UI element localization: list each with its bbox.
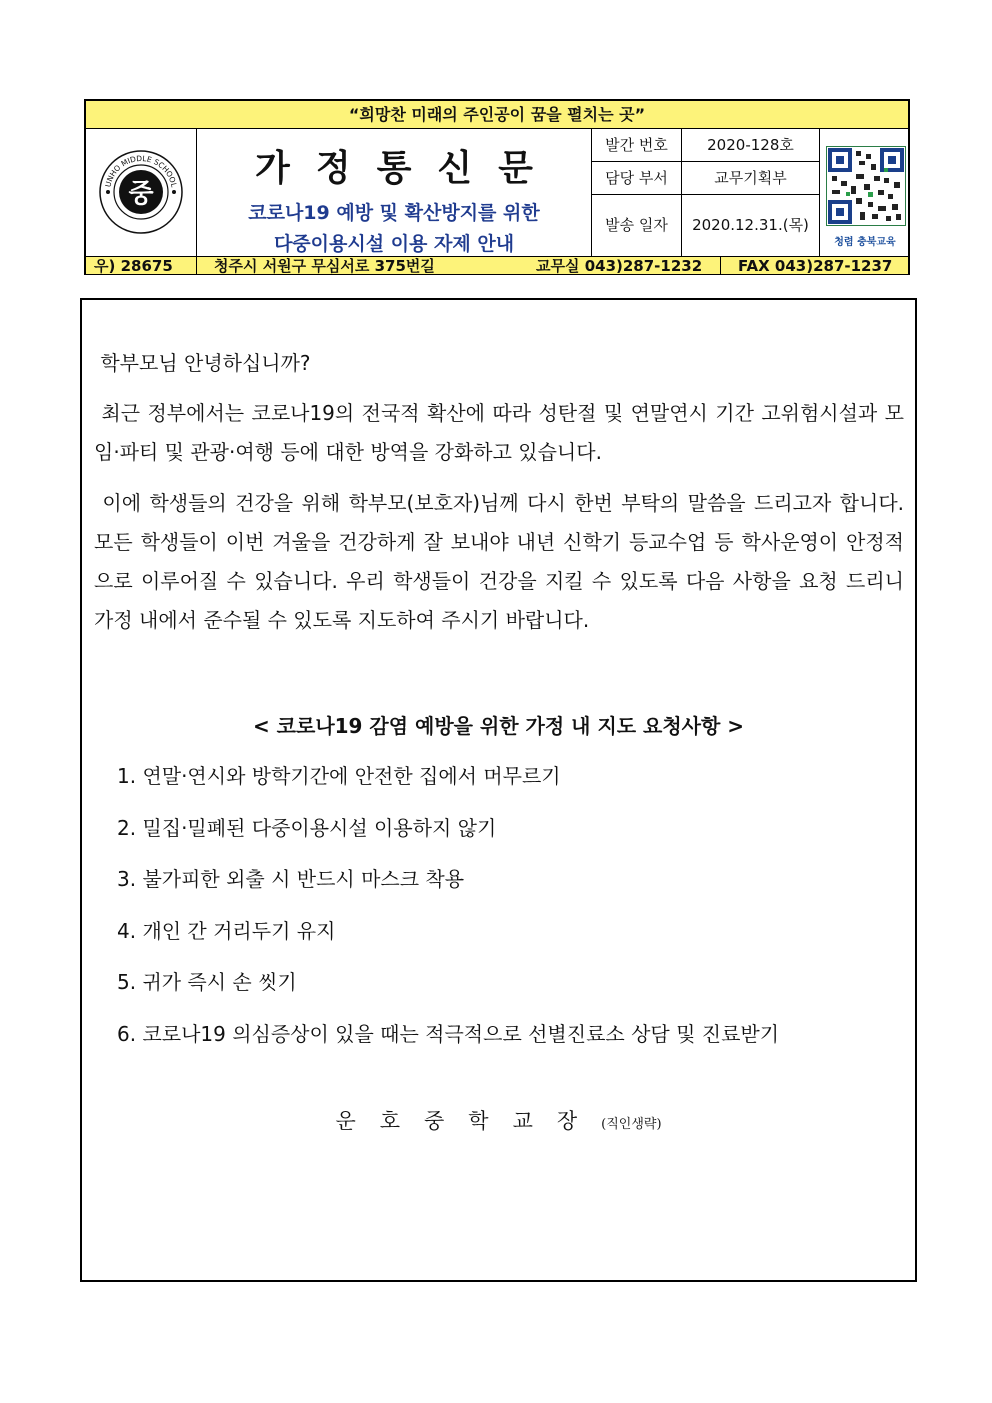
logo-char: 중 (128, 179, 154, 209)
issue-no-label: 발간 번호 (592, 128, 682, 162)
newsletter-header (84, 99, 910, 275)
date-label: 발송 일자 (592, 195, 682, 256)
paragraph-1: 최근 정부에서는 코로나19의 전국적 확산에 따라 성탄절 및 연말연시 기간 고위험시설과 모임·파티 및 관광·여행 등에 대한 방역을 강화하고 있습니다. (94, 401, 904, 464)
office-phone: 교무실 043)287-1232 (536, 257, 703, 275)
title-cell (197, 128, 592, 256)
paragraph-2: 이에 학생들의 건강을 위해 학부모(보호자)님께 다시 한번 부탁의 말씀을 드리고자 합니다. 모든 학생들이 이번 겨울을 건강하게 잘 보내야 내년 신학기 등교수업 등 학사운영이 안정적으로 이루어질 수 있습니다. 우리 학생들이 건강을 지킬 수 있도록 다음 사항을 요청 드리니 가정 내에서 준수될 수 있도록 지도하여 주시기 바랍니다. (94, 491, 905, 632)
qr-caption: 청렴 충북교육 (834, 237, 896, 248)
subtitle-line-1: 코로나19 예방 및 확산방지를 위한 (248, 202, 540, 224)
greeting: 학부모님 안녕하십니까? (100, 351, 311, 375)
logo-ring-text: UNHO MIDDLE SCHOOL (103, 153, 179, 189)
logo-cell (86, 128, 197, 256)
principal-signature (82, 1105, 915, 1135)
list-item: 4. 개인 간 거리두기 유지 (117, 918, 336, 943)
request-heading: < 코로나19 감염 예방을 위한 가정 내 지도 요청사항 > (252, 714, 745, 738)
subtitle-line-2: 다중이용시설 이용 자제 안내 (273, 233, 515, 255)
contact-bar (86, 256, 908, 274)
document-title: 가정통신문 (255, 147, 559, 189)
list-item: 2. 밀집·밀폐된 다중이용시설 이용하지 않기 (117, 815, 497, 840)
school-logo-icon (98, 149, 184, 235)
dept-label: 담당 부서 (592, 162, 682, 195)
date-value: 2020.12.31.(목) (682, 195, 820, 256)
school-address: 청주시 서원구 무심서로 375번길 (214, 257, 435, 275)
request-list (117, 757, 779, 1066)
list-item: 6. 코로나19 의심증상이 있을 때는 적극적으로 선별진료소 상담 및 진료받기 (117, 1021, 780, 1046)
qr-code-icon[interactable] (826, 146, 906, 226)
qr-cell (822, 128, 908, 256)
letter-body (80, 298, 917, 1282)
dept-value: 교무기획부 (682, 162, 820, 195)
seal-note: (직인생략) (601, 1117, 662, 1132)
fax-number: FAX 043)287-1237 (738, 257, 893, 275)
school-motto: “희망찬 미래의 주인공이 꿈을 펼치는 곳” (86, 101, 908, 129)
divider (720, 257, 721, 275)
divider (196, 257, 197, 275)
signature-name: 운호중학교장 (335, 1109, 602, 1133)
list-item: 1. 연말·연시와 방학기간에 안전한 집에서 머무르기 (117, 764, 561, 788)
issue-info-table (592, 128, 822, 256)
list-item: 5. 귀가 즉시 손 씻기 (117, 970, 297, 994)
list-item: 3. 불가피한 외출 시 반드시 마스크 착용 (117, 867, 465, 891)
issue-no-value: 2020-128호 (682, 128, 820, 162)
postal-code: 우) 28675 (94, 257, 173, 275)
